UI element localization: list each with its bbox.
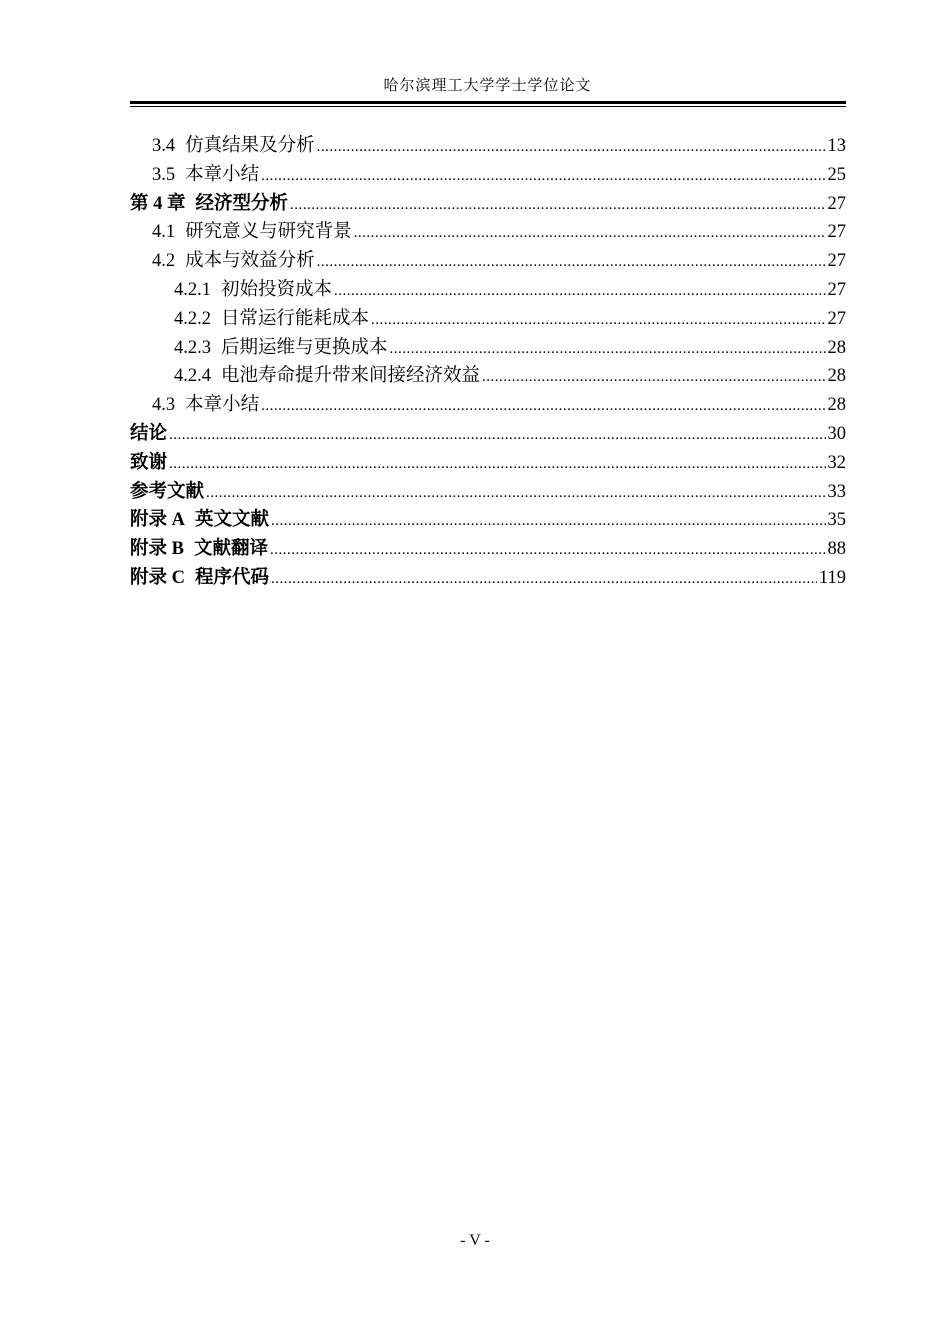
toc-entry-page: 25 xyxy=(827,164,846,185)
toc-entry-page: 13 xyxy=(827,136,846,156)
toc-dot-leader xyxy=(390,335,826,364)
toc-entry-number: 3.5 xyxy=(152,164,176,185)
toc-entry-number: 4.2.2 xyxy=(174,308,211,329)
toc-entry-page: 28 xyxy=(827,337,846,358)
toc-entry[interactable] xyxy=(130,218,846,247)
toc-entry[interactable] xyxy=(130,161,846,190)
toc-entry[interactable] xyxy=(130,190,846,219)
toc-entry-number: 4.3 xyxy=(152,395,176,416)
toc-entry[interactable] xyxy=(130,247,846,276)
toc-entry-title: 电池寿命提升带来间接经济效益 xyxy=(221,366,481,387)
toc-entry-page: 119 xyxy=(818,567,846,588)
toc-entry[interactable] xyxy=(130,478,846,507)
toc-dot-leader xyxy=(261,162,825,191)
toc-entry[interactable] xyxy=(130,305,846,334)
toc-entry-title: 研究意义与研究背景 xyxy=(185,222,352,243)
table-of-contents xyxy=(130,132,846,593)
toc-entry-number: 附录 B xyxy=(130,539,184,560)
toc-entry-page: 35 xyxy=(827,510,846,531)
toc-entry[interactable] xyxy=(130,535,846,564)
toc-entry-page: 28 xyxy=(827,395,846,416)
toc-dot-leader xyxy=(169,450,825,479)
toc-entry-number: 4.2 xyxy=(152,251,176,272)
toc-entry[interactable] xyxy=(130,506,846,535)
toc-entry-page: 27 xyxy=(827,222,846,243)
toc-entry[interactable] xyxy=(130,564,846,593)
toc-dot-leader xyxy=(317,133,826,162)
toc-dot-leader xyxy=(371,306,825,335)
toc-entry[interactable] xyxy=(130,362,846,391)
toc-dot-leader xyxy=(261,392,825,421)
toc-entry-title: 参考文献 xyxy=(130,481,205,502)
toc-entry[interactable] xyxy=(130,391,846,420)
toc-dot-leader xyxy=(271,507,825,536)
toc-entry-title: 本章小结 xyxy=(185,164,260,185)
toc-entry-number: 4.2.4 xyxy=(174,366,211,387)
toc-entry-number: 4.2.3 xyxy=(174,337,211,358)
header-rule-thick xyxy=(130,101,846,104)
page-header-title: 哈尔滨理工大学学士学位论文 xyxy=(383,78,592,94)
toc-entry-number: 4.2.1 xyxy=(174,279,211,300)
toc-entry-title: 经济型分析 xyxy=(195,193,289,214)
toc-entry[interactable] xyxy=(130,449,846,478)
toc-entry-title: 日常运行能耗成本 xyxy=(221,308,370,329)
toc-entry-title: 初始投资成本 xyxy=(221,279,333,300)
toc-entry-title: 英文文献 xyxy=(195,510,270,531)
toc-entry-number: 3.4 xyxy=(152,136,176,156)
toc-dot-leader xyxy=(482,363,825,392)
toc-entry-page: 27 xyxy=(827,279,846,300)
toc-entry-title: 成本与效益分析 xyxy=(185,251,315,272)
toc-entry-title: 后期运维与更换成本 xyxy=(221,337,388,358)
toc-entry[interactable] xyxy=(130,420,846,449)
toc-entry-number: 第 4 章 xyxy=(130,193,186,214)
toc-dot-leader xyxy=(169,421,825,450)
toc-entry-title: 程序代码 xyxy=(195,567,270,588)
toc-dot-leader xyxy=(317,248,826,277)
toc-dot-leader xyxy=(271,565,817,594)
toc-entry-page: 27 xyxy=(827,193,846,214)
toc-entry-page: 33 xyxy=(827,481,846,502)
header-rule-thin xyxy=(130,106,846,107)
toc-entry-page: 27 xyxy=(827,308,846,329)
toc-entry-page: 32 xyxy=(827,452,846,473)
toc-dot-leader xyxy=(354,219,826,248)
page-number: - V - xyxy=(460,1232,490,1249)
toc-dot-leader xyxy=(290,191,825,220)
toc-entry-title: 文献翻译 xyxy=(193,539,268,560)
toc-entry-title: 仿真结果及分析 xyxy=(185,136,315,156)
toc-entry[interactable] xyxy=(130,334,846,363)
toc-entry[interactable] xyxy=(130,276,846,305)
toc-entry-page: 27 xyxy=(827,251,846,272)
toc-entry-page: 28 xyxy=(827,366,846,387)
toc-entry[interactable] xyxy=(130,132,846,161)
toc-entry-number: 4.1 xyxy=(152,222,176,243)
toc-entry-title: 本章小结 xyxy=(185,395,260,416)
toc-entry-page: 88 xyxy=(827,539,846,560)
toc-entry-title: 结论 xyxy=(130,423,168,444)
toc-dot-leader xyxy=(206,479,825,508)
toc-entry-title: 致谢 xyxy=(130,452,168,473)
toc-entry-number: 附录 C xyxy=(130,567,185,588)
toc-dot-leader xyxy=(270,536,826,565)
toc-entry-number: 附录 A xyxy=(130,510,185,531)
toc-dot-leader xyxy=(334,277,825,306)
toc-entry-page: 30 xyxy=(827,423,846,444)
